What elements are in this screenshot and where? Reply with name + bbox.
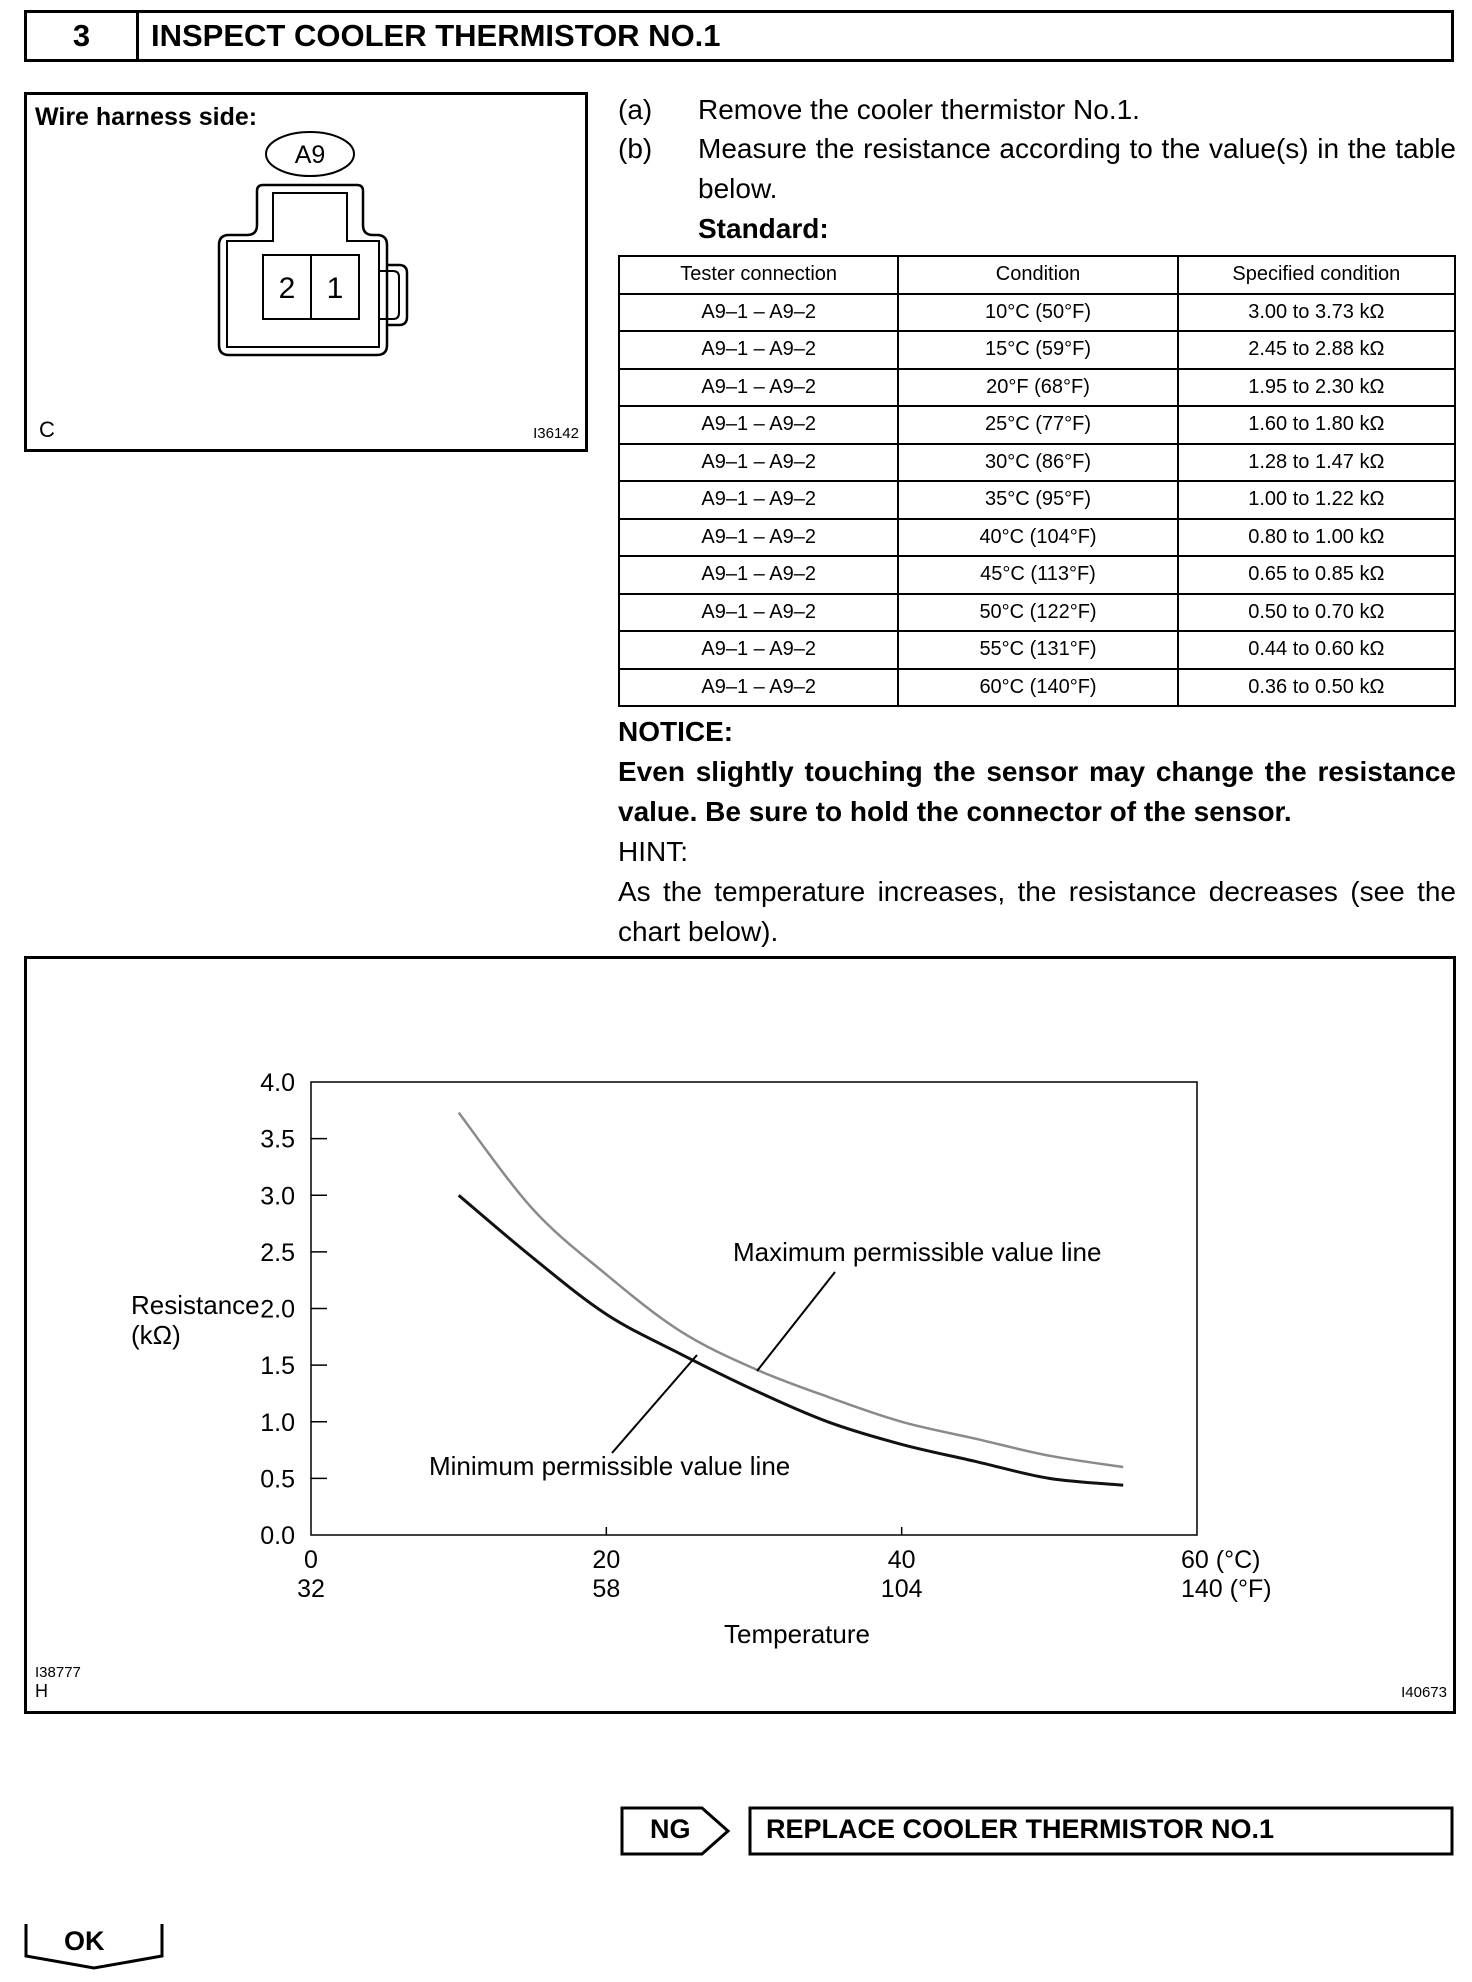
connector-drawing: [27, 95, 585, 449]
cell-connection: A9–1 – A9–2: [619, 594, 898, 632]
table-row: [619, 406, 1455, 444]
min-line-annotation: Minimum permissible value line: [429, 1451, 791, 1481]
cell-condition: 25°C (77°F): [898, 406, 1177, 444]
connector-latch: [387, 265, 407, 325]
y-tick-label: 1.5: [260, 1352, 295, 1381]
table-row: [619, 294, 1455, 332]
notice-label: NOTICE:: [618, 716, 734, 747]
cell-condition: 60°C (140°F): [898, 669, 1177, 707]
table-row: [619, 669, 1455, 707]
step-title: INSPECT COOLER THERMISTOR NO.1: [151, 18, 721, 53]
cell-connection: A9–1 – A9–2: [619, 369, 898, 407]
hint-text: As the temperature increases, the resistance decreases (see the chart below).: [618, 876, 1456, 947]
y-tick-label: 3.0: [260, 1182, 295, 1211]
figure-code: I36142: [533, 425, 579, 442]
spec-table: [618, 255, 1456, 707]
table-row: [619, 369, 1455, 407]
table-row: [619, 594, 1455, 632]
cell-spec: 1.00 to 1.22 kΩ: [1178, 481, 1455, 519]
cell-spec: 1.60 to 1.80 kΩ: [1178, 406, 1455, 444]
y-axis-label: Resistance: [131, 1290, 260, 1320]
wire-harness-label: Wire harness side:: [35, 103, 258, 131]
cell-connection: A9–1 – A9–2: [619, 481, 898, 519]
x-axis-label: Temperature: [724, 1619, 870, 1649]
cell-condition: 10°C (50°F): [898, 294, 1177, 332]
cell-spec: 0.44 to 0.60 kΩ: [1178, 631, 1455, 669]
y-tick-label: 0.0: [260, 1522, 295, 1550]
cell-spec: 0.36 to 0.50 kΩ: [1178, 669, 1455, 707]
y-tick-label: 3.5: [260, 1125, 295, 1154]
figure-corner-letter: C: [39, 417, 55, 442]
cell-spec: 1.28 to 1.47 kΩ: [1178, 444, 1455, 482]
x-tick-label-fahrenheit: 32: [297, 1575, 325, 1603]
cell-spec: 2.45 to 2.88 kΩ: [1178, 331, 1455, 369]
y-tick-label: 2.0: [260, 1295, 295, 1324]
max-line-annotation: Maximum permissible value line: [733, 1237, 1102, 1267]
step-number: 3: [27, 13, 139, 59]
pin-2: 2: [278, 272, 296, 305]
cell-condition: 50°C (122°F): [898, 594, 1177, 632]
cell-condition: 45°C (113°F): [898, 556, 1177, 594]
chart-figure-code: I40673: [1401, 1684, 1447, 1701]
pin-1: 1: [326, 272, 344, 305]
ok-label: OK: [64, 1926, 105, 1956]
chart-left-letter: H: [35, 1681, 48, 1701]
x-tick-label-celsius: 0: [304, 1546, 318, 1574]
cell-connection: A9–1 – A9–2: [619, 331, 898, 369]
y-axis-unit: (kΩ): [131, 1320, 181, 1350]
cell-condition: 30°C (86°F): [898, 444, 1177, 482]
cell-connection: A9–1 – A9–2: [619, 556, 898, 594]
cell-connection: A9–1 – A9–2: [619, 294, 898, 332]
resistance-chart-box: [24, 956, 1456, 1714]
cell-condition: 35°C (95°F): [898, 481, 1177, 519]
standard-label: Standard:: [698, 213, 829, 244]
ok-result: [24, 1922, 164, 1970]
x-tick-label-fahrenheit: 58: [592, 1575, 621, 1603]
x-tick-label-celsius: 60 (°C): [1181, 1546, 1261, 1574]
chart-left-code: I38777: [35, 1664, 81, 1681]
step-b-text: Measure the resistance according to the value(s) in the table below.: [698, 133, 1456, 204]
x-tick-label-fahrenheit: 104: [880, 1575, 923, 1603]
x-tick-label-celsius: 40: [887, 1546, 916, 1574]
header-specified-condition: Specified condition: [1178, 256, 1455, 294]
cell-condition: 15°C (59°F): [898, 331, 1177, 369]
table-row: [619, 519, 1455, 557]
step-a-marker: (a): [618, 94, 653, 125]
header-tester-connection: Tester connection: [619, 256, 898, 294]
x-tick-label-celsius: 20: [592, 1546, 621, 1574]
cell-condition: 55°C (131°F): [898, 631, 1177, 669]
cell-spec: 0.80 to 1.00 kΩ: [1178, 519, 1455, 557]
step-a-text: Remove the cooler thermistor No.1.: [698, 94, 1140, 125]
table-row: [619, 556, 1455, 594]
ng-action: REPLACE COOLER THERMISTOR NO.1: [766, 1814, 1275, 1844]
cell-connection: A9–1 – A9–2: [619, 406, 898, 444]
y-tick-label: 2.5: [260, 1238, 295, 1267]
hint-label: HINT:: [618, 836, 688, 867]
y-tick-label: 0.5: [260, 1465, 295, 1494]
cell-condition: 40°C (104°F): [898, 519, 1177, 557]
ng-result: [620, 1806, 1454, 1856]
cell-condition: 20°F (68°F): [898, 369, 1177, 407]
y-tick-label: 4.0: [260, 1069, 295, 1097]
chart-series: [459, 1113, 1123, 1486]
max-permissible-line: [459, 1113, 1123, 1468]
table-row: [619, 631, 1455, 669]
resistance-chart: [27, 959, 1453, 1711]
ng-label: NG: [650, 1814, 691, 1844]
y-tick-label: 1.0: [260, 1408, 295, 1437]
connector-figure: [24, 92, 588, 452]
x-tick-label-fahrenheit: 140 (°F): [1181, 1575, 1272, 1603]
table-header-row: [619, 256, 1455, 294]
cell-spec: 3.00 to 3.73 kΩ: [1178, 294, 1455, 332]
max-line-leader: [757, 1272, 835, 1371]
chart-ticks: [260, 1069, 1271, 1603]
min-line-leader: [612, 1355, 697, 1453]
connector-id-text: A9: [294, 141, 326, 169]
connector-latch-inner: [379, 271, 399, 319]
cell-connection: A9–1 – A9–2: [619, 519, 898, 557]
table-row: [619, 331, 1455, 369]
header-condition: Condition: [898, 256, 1177, 294]
cell-spec: 0.50 to 0.70 kΩ: [1178, 594, 1455, 632]
table-row: [619, 444, 1455, 482]
notice-text: Even slightly touching the sensor may change the resistance value. Be sure to hold the connector of the sensor.: [618, 756, 1456, 827]
step-header: [24, 10, 1454, 62]
cell-spec: 1.95 to 2.30 kΩ: [1178, 369, 1455, 407]
cell-connection: A9–1 – A9–2: [619, 669, 898, 707]
cell-spec: 0.65 to 0.85 kΩ: [1178, 556, 1455, 594]
connector-inner: [227, 193, 379, 347]
cell-connection: A9–1 – A9–2: [619, 631, 898, 669]
cell-connection: A9–1 – A9–2: [619, 444, 898, 482]
table-row: [619, 481, 1455, 519]
step-b-marker: (b): [618, 133, 653, 164]
connector-outer: [219, 185, 387, 355]
